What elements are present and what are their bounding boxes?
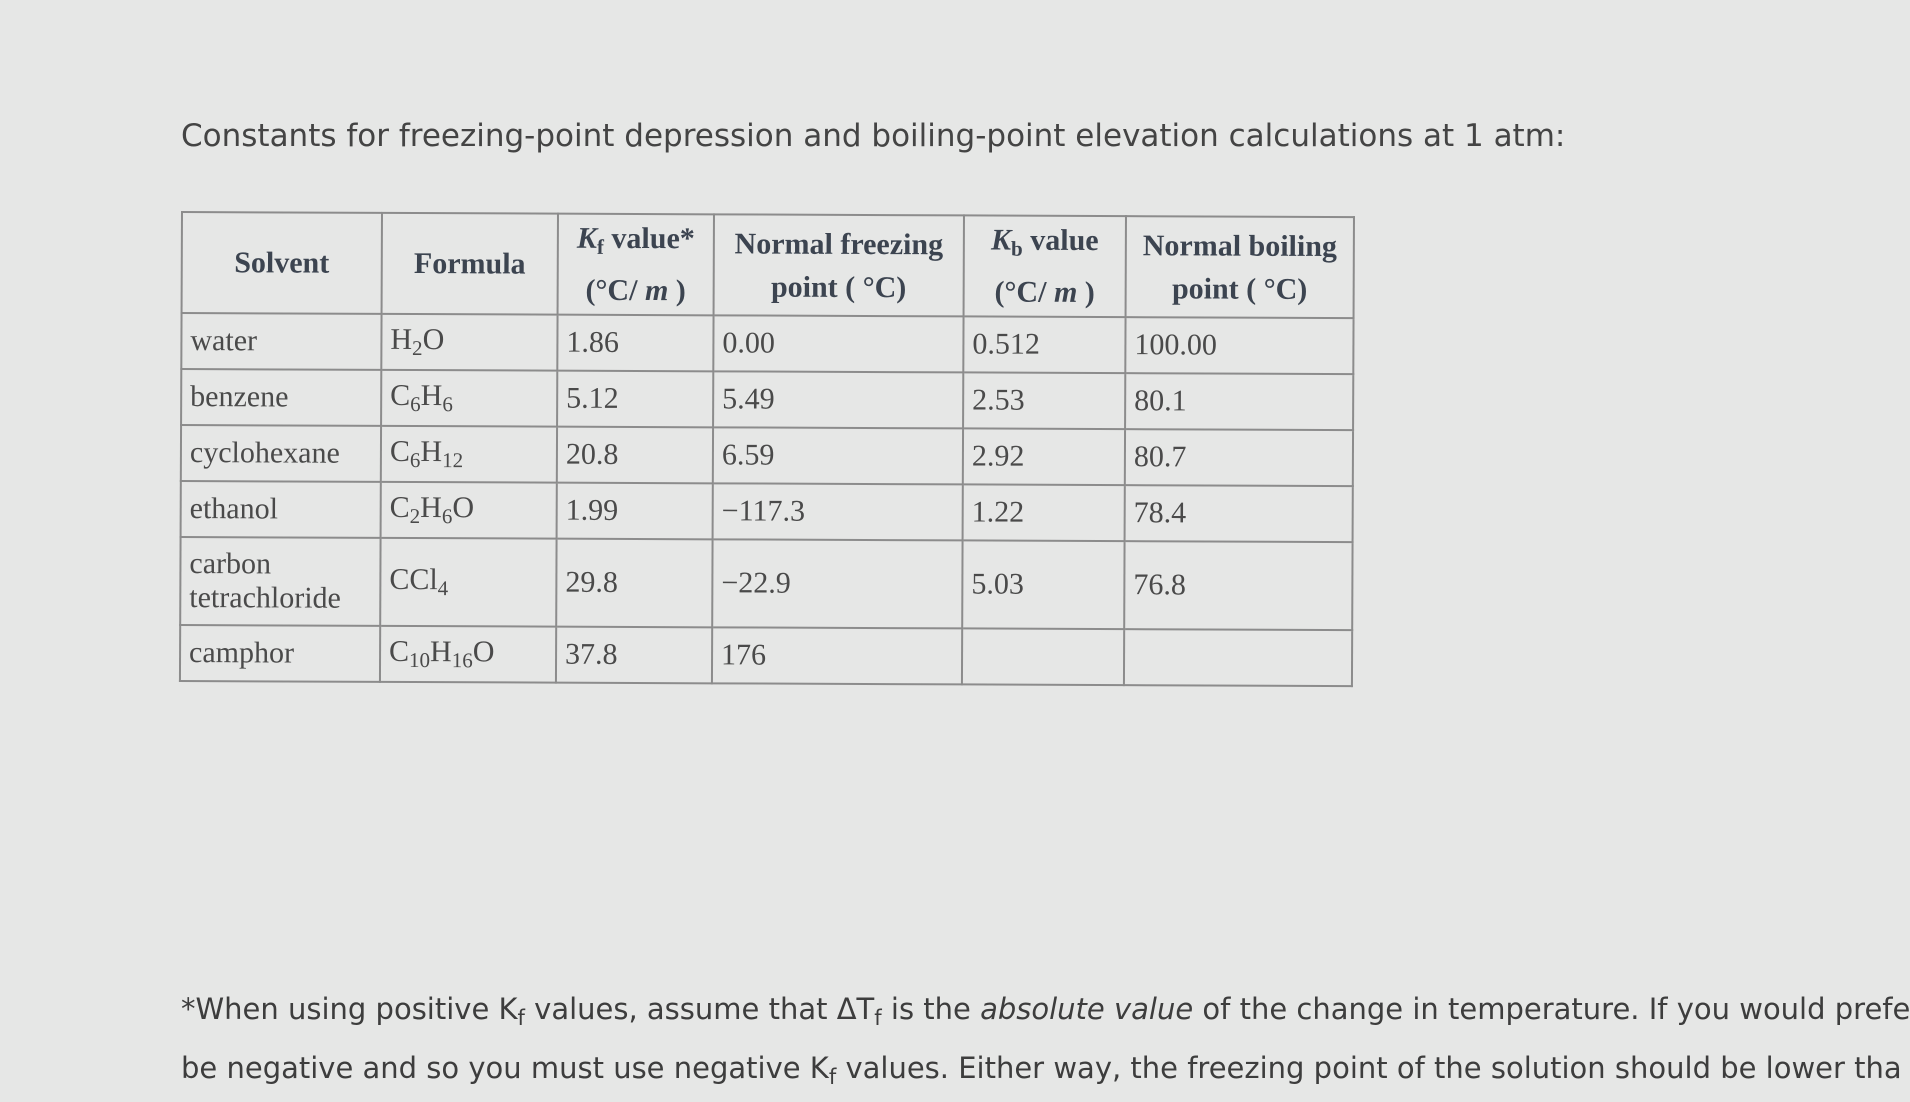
footnote [181,984,1910,1102]
header-formula: Formula [382,213,558,315]
footnote-text: values, assume that ΔT [524,992,875,1026]
formula-part: C [389,490,410,525]
kf-unit-molal: m [644,274,669,308]
cell-solvent: water [181,313,381,370]
formula-part: O [472,635,495,669]
cell-solvent: benzene [181,369,381,426]
formula-part: H [390,322,413,357]
bp-line2: point ( °C) [1171,271,1308,306]
solvent-line1: carbon [189,547,272,581]
footnote-subscript: f [517,1006,525,1030]
formula-part: CCl [389,562,438,597]
formula-subscript: 4 [437,576,449,601]
formula-part: C [390,378,411,413]
constants-table [179,211,1355,687]
bp-line1: Normal boiling [1142,228,1338,263]
cell-boiling-point: 100.00 [1125,317,1353,374]
formula-subscript: 6 [442,392,453,417]
cell-boiling-point: 76.8 [1124,541,1352,630]
table-header-row [182,212,1354,318]
table-row [181,481,1353,542]
header-freezing-point [714,214,964,316]
kf-subscript: f [596,234,604,259]
footnote-line2 [181,1043,1910,1102]
footnote-text: *When using positive K [181,992,518,1026]
cell-kb: 2.53 [963,372,1125,429]
footnote-line1 [181,984,1910,1043]
cell-solvent [180,537,380,626]
formula-part: H [420,491,442,525]
cell-freezing-point: −22.9 [712,539,962,628]
cell-boiling-point: 80.7 [1125,429,1353,486]
formula-subscript: 2 [412,336,423,361]
formula-part: H [430,635,452,669]
cell-kb: 1.22 [963,484,1125,541]
footnote-subscript: f [874,1006,882,1030]
cell-freezing-point: 5.49 [713,371,963,428]
table-row [180,625,1352,686]
cell-freezing-point: 0.00 [713,315,963,372]
cell-solvent: camphor [180,625,380,682]
formula-subscript: 2 [409,504,421,529]
cell-formula [380,538,556,627]
cell-freezing-point: 6.59 [713,427,963,484]
cell-kb [962,628,1124,685]
footnote-subscript: f [828,1065,837,1089]
footnote-text: of the change in temperature. If you would prefe [1193,992,1910,1026]
header-boiling-point [1126,216,1354,318]
fp-line2: point ( °C) [770,270,907,304]
cell-freezing-point: 176 [712,627,962,684]
formula-subscript: 10 [409,647,431,673]
cell-kf: 1.86 [557,315,713,372]
formula-part: O [422,323,445,357]
kb-subscript: b [1011,236,1023,261]
table-row [181,425,1353,486]
cell-solvent: cyclohexane [181,425,381,482]
kb-label: value [1022,223,1099,258]
page-heading: Constants for freezing-point depression and boiling-point elevation calculations at 1 atm: [181,118,1566,154]
cell-boiling-point: 80.1 [1125,373,1353,430]
cell-formula [380,626,556,683]
table-row [181,369,1353,430]
cell-freezing-point: −117.3 [713,483,963,540]
cell-formula [381,426,557,483]
cell-kf: 20.8 [557,427,713,484]
kf-label: value* [603,221,695,256]
kf-unit-open: (°C/ [585,273,646,308]
kb-unit-close: ) [1077,275,1095,309]
formula-part: H [420,379,443,413]
formula-subscript: 16 [451,648,473,673]
cell-boiling-point: 78.4 [1125,485,1353,542]
cell-formula [381,370,557,427]
cell-kf: 37.8 [556,627,712,684]
solvent-line2: tetrachloride [189,581,341,615]
kf-unit-close: ) [668,274,686,308]
table-row [181,313,1353,374]
cell-kf: 5.12 [557,371,713,428]
kb-unit-open: (°C/ [994,275,1055,309]
cell-formula [381,482,557,539]
cell-kb: 5.03 [962,540,1124,629]
footnote-text: values. Either way, the freezing point of the solution should be lower tha [836,1051,1902,1085]
kf-symbol: K [576,221,598,255]
formula-subscript: 6 [410,392,421,417]
cell-kb: 0.512 [963,316,1125,373]
footnote-text: be negative and so you must use negative K [181,1051,829,1085]
footnote-text: is the [881,992,981,1026]
footnote-emphasis: absolute value [980,992,1194,1026]
formula-part: C [389,434,411,469]
kb-unit-molal: m [1053,275,1078,309]
cell-boiling-point [1124,629,1352,686]
cell-kf: 29.8 [556,539,712,628]
formula-subscript: 6 [441,504,453,529]
header-kf-value [558,214,714,316]
cell-kb: 2.92 [963,428,1125,485]
formula-part: C [389,634,410,668]
formula-subscript: 12 [442,448,464,473]
formula-part: H [420,435,443,469]
header-kb-value [964,215,1126,317]
fp-line1: Normal freezing [734,226,944,261]
kb-symbol: K [991,223,1012,257]
header-solvent: Solvent [182,212,382,314]
cell-solvent: ethanol [181,481,381,538]
cell-formula [381,314,557,371]
table-row [180,537,1352,630]
cell-kf: 1.99 [557,483,713,540]
formula-part: O [452,491,475,525]
formula-subscript: 6 [409,448,421,473]
